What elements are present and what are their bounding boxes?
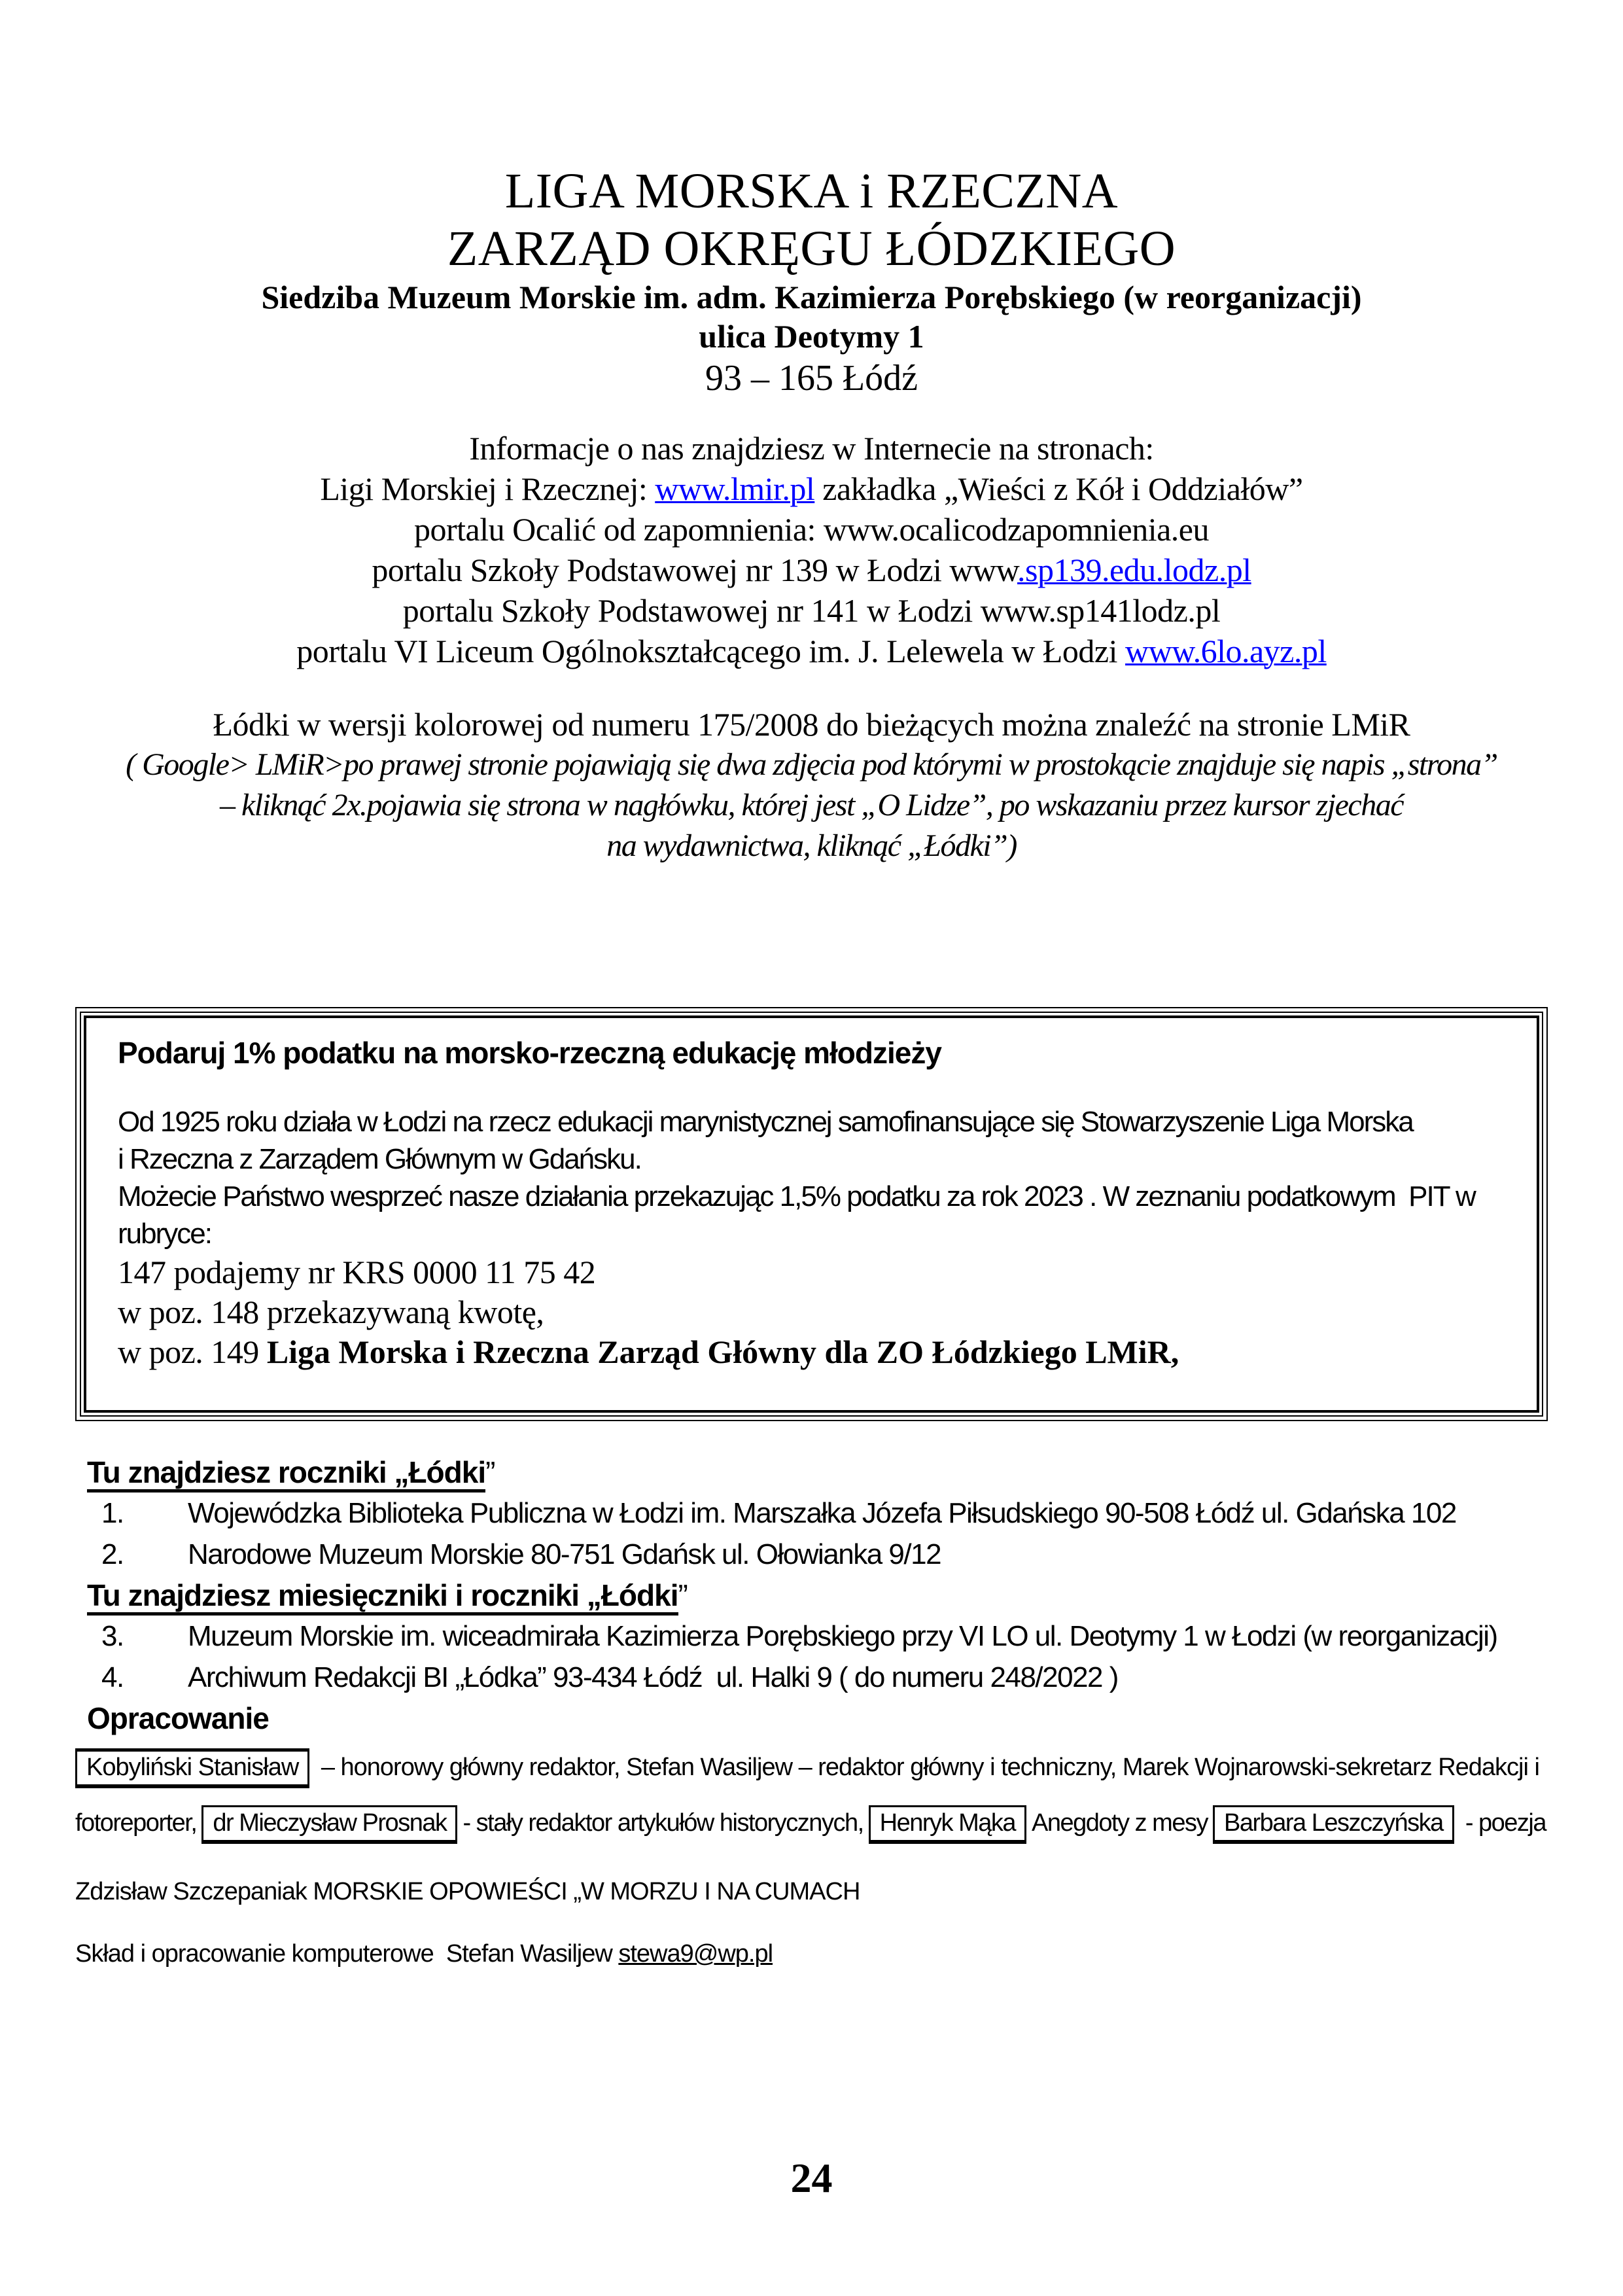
list-heading-roczniki-quote: ” [485,1455,495,1489]
editor-name-box: Kobyliński Stanisław [75,1748,309,1788]
donation-poz149-recipient: Liga Morska i Rzeczna Zarząd Główny dla ZO Łódzkiego LMiR, [266,1333,1179,1370]
list-item-number: 2. [101,1538,124,1570]
opracowanie-heading: Opracowanie [87,1701,269,1735]
where-to-find-lists [87,1452,1548,1739]
list-item [87,1534,1548,1575]
donation-poz149-line [118,1332,1510,1372]
links-line-sp141: portalu Szkoły Podstawowej nr 141 w Łodzi www.sp141lodz.pl [402,592,1221,629]
editor-name-box: dr Mieczysław Prosnak [201,1805,457,1844]
links-line-6lo [75,631,1548,671]
list-heading-miesieczniki-quote: ” [678,1578,688,1612]
donation-text-line4: rubryce: [118,1218,211,1250]
list-heading-miesieczniki-text: Tu znajdziesz miesięczniki i roczniki „Łódki [87,1579,678,1616]
donation-heading: Podaruj 1% podatku na morsko-rzeczną edukację młodzieży [118,1036,941,1070]
donation-text-line1: Od 1925 roku działa w Łodzi na rzecz edukacji marynistycznej samofinansujące się Stowarzyszenie Liga Morska [118,1106,1413,1138]
note-line2: ( Google> LMiR>po prawej stronie pojawiają się dwa zdjęcia pod którymi w prostokącie znajduje się napis „strona” [126,747,1497,782]
donation-poz148-line: w poz. 148 przekazywaną kwotę, [118,1294,544,1330]
list-item-text: Narodowe Muzeum Morskie 80-751 Gdańsk ul. Ołowianka 9/12 [188,1538,941,1570]
list-item-number: 4. [101,1661,124,1693]
list-heading-roczniki-text: Tu znajdziesz roczniki „Łódki [87,1456,485,1492]
links-line-sp139 [75,550,1548,590]
credits-line2-seg1: fotoreporter, [75,1809,197,1837]
list-item [87,1492,1548,1534]
list-item-text: Archiwum Redakcji BI „Łódka” 93-434 Łódź ul. Halki 9 ( do numeru 248/2022 ) [188,1661,1118,1693]
credits-line2 [75,1805,1548,1844]
list-item [87,1616,1548,1657]
list-item-text: Muzeum Morskie im. wiceadmirała Kazimierza Porębskiego przy VI LO ul. Deotymy 1 w Łodzi (w reorganizacji) [188,1620,1497,1652]
org-address-line1: Siedziba Muzeum Morskie im. adm. Kazimierza Porębskiego (w reorganizacji) [261,279,1362,315]
donation-text-line2: i Rzeczna z Zarządem Głównym w Gdańsku. [118,1143,641,1175]
credits-line1-text: – honorowy główny redaktor, Stefan Wasiljew – redaktor główny i techniczny, Marek Wojnarowski-sekretarz Redakcji i [315,1754,1539,1781]
editor-name-box: Henryk Mąka [869,1805,1026,1844]
links-line-lmir [75,468,1548,509]
editor-name-box: Barbara Leszczyńska [1213,1805,1454,1844]
credits-line4 [75,1940,1548,1968]
org-address-postal: 93 – 165 Łódź [705,358,918,398]
internet-links-block [75,428,1548,671]
note-line3: – kliknąć 2x.pojawia się strona w nagłówku, której jest „O Lidze”, po wskazaniu przez kursor zjechać [219,788,1404,822]
list-item [87,1657,1548,1698]
credits-line1 [75,1748,1548,1788]
list-heading-roczniki [87,1452,1548,1492]
org-title-line2: ZARZĄD OKRĘGU ŁÓDZKIEGO [447,221,1176,276]
links-line-lmir-post: zakładka „Wieści z Kół i Oddziałów” [814,470,1303,507]
lmir-link[interactable]: www.lmir.pl [655,470,815,507]
credits-line2-seg2: - stały redaktor artykułów historycznych, [462,1809,864,1837]
donation-box [84,1016,1539,1413]
credits-line2-seg3: Anegdoty z mesy [1031,1809,1208,1837]
credits-line2-seg4: - poezja [1459,1809,1546,1837]
list-item-number: 3. [101,1620,124,1652]
document-header [75,162,1548,400]
links-line-lmir-pre: Ligi Morskiej i Rzecznej: [320,470,655,507]
org-title-line1: LIGA MORSKA i RZECZNA [504,164,1119,219]
credits-line3: Zdzisław Szczepaniak MORSKIE OPOWIEŚCI „W MORZU I NA CUMACH [75,1878,860,1905]
editorial-credits [75,1748,1548,1968]
6lo-link[interactable]: www.6lo.ayz.pl [1125,633,1327,669]
page-number: 24 [790,2155,833,2201]
credits-line4-text: Skład i opracowanie komputerowe Stefan Wasiljew [75,1940,619,1968]
sp139-link[interactable]: .sp139.edu.lodz.pl [1017,552,1251,588]
links-intro: Informacje o nas znajdziesz w Internecie na stronach: [469,430,1154,467]
links-line-ocalic: portalu Ocalić od zapomnienia: www.ocalicodzapomnienia.eu [413,511,1209,548]
donation-poz149-prefix: w poz. 149 [118,1333,267,1370]
links-line-6lo-pre: portalu VI Liceum Ogólnokształcącego im. J. Lelewela w Łodzi [296,633,1125,669]
donation-krs-line: 147 podajemy nr KRS 0000 11 75 42 [118,1254,596,1290]
donation-text-line3: Możecie Państwo wesprzeć nasze działania przekazując 1,5% podatku za rok 2023 . W zeznaniu podatkowym PIT w [118,1180,1475,1212]
list-heading-miesieczniki [87,1575,1548,1616]
links-line-sp139-pre: portalu Szkoły Podstawowej nr 139 w Łodzi www [372,552,1017,588]
note-line1: Łódki w wersji kolorowej od numeru 175/2008 do bieżących można znaleźć na stronie LMiR [213,706,1410,743]
email-link[interactable]: stewa9@wp.pl [618,1940,773,1968]
lodki-archive-note [75,704,1548,866]
list-item-number: 1. [101,1497,124,1529]
org-address-line2: ulica Deotymy 1 [699,318,924,355]
note-line4: na wydawnictwa, kliknąć „Łódki”) [606,828,1017,863]
list-item-text: Wojewódzka Biblioteka Publiczna w Łodzi im. Marszałka Józefa Piłsudskiego 90-508 Łódź ul. Gdańska 102 [188,1497,1456,1529]
